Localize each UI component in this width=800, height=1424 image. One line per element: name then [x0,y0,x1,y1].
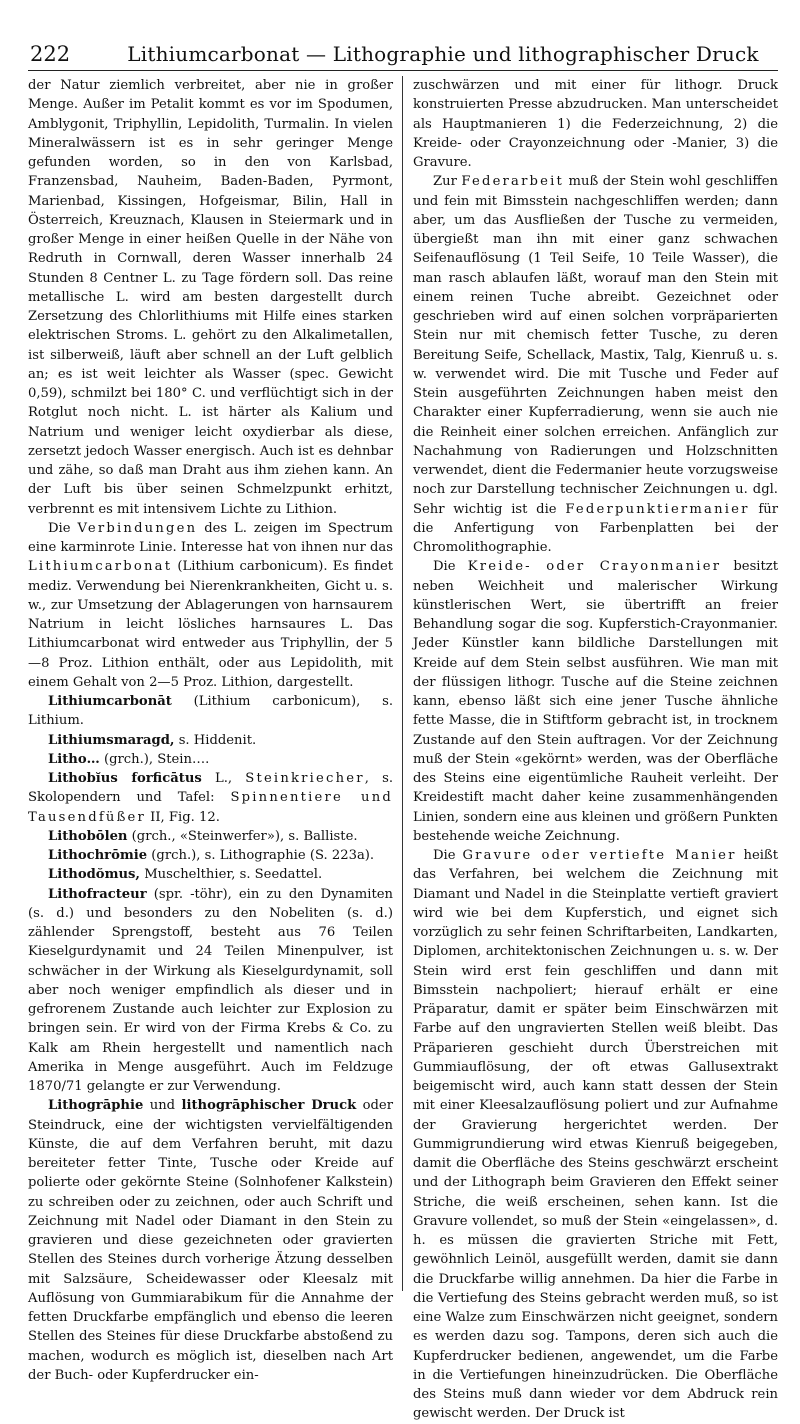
entry-headword: Lithogrāphie [48,1098,144,1114]
dictionary-entry [28,731,393,750]
dictionary-entry [28,769,393,827]
entry-headword: Lithobĭus forficātus [48,771,202,786]
spaced-term: Gravure oder vertiefte Manier [462,848,737,863]
text-run: (Lithium carbonicum), s. Lithium. [28,694,393,729]
text-run: Muschelthier, s. Seedattel. [140,867,323,883]
text-run: und [143,1098,182,1114]
text-run: (grch.), s. Lithographie (S. 223a). [147,848,375,863]
dictionary-entry [28,885,393,1097]
entry-headword: lithogrāphischer Druck [181,1098,357,1114]
entry-headword: Lithobōlen [48,828,128,844]
text-run: für die Anfertigung von Farbenplatten bei der Chromolithographie. [413,501,778,555]
spaced-term: Federarbeit [461,174,565,190]
text-run: (grch.), Stein…. [99,751,210,767]
text-run: (spr. -töhr), ein zu den Dynamiten (s. d.) und besonders zu den Nobeliten (s. d.) zählender Sprengstoff, besteht aus 76 Teilen Kieselgurdynamit und 24 Teilen Minenpulver, ist schwächer in der Wirkung als Kieselgurdynamit, soll aber noch weniger empfindlich als dieser und in gefrorenem Zustande auch leichter zur Explosion zu bringen sein. Er wird von der Firma Krebs & Co. zu Kalk am Rhein hergestellt und namentlich nach Amerika in Menge ausgeführt. Auch im Feldzuge 1870/71 gelangte er zur Verwendung. [28,886,393,1094]
paragraph [413,557,778,846]
paragraph [413,76,778,172]
entry-headword: Lithochrōmie [48,848,148,863]
dictionary-entry [28,750,393,769]
text-run: Die [48,520,78,536]
page-header [28,40,778,71]
entry-headword: Lithiumsmaragd, [48,732,175,748]
text-run: besitzt neben Weichheit und malerischer Wirkung künstlerischen Wert, sie übertrifft an freier Behandlung sogar die sog. Kupferstich-Crayonmanier. Jeder Künstler kann bildliche Darstellungen mit Kreide auf dem Stein selbst ausführen. Wie man mit der flüssigen lithogr. Tusche auf die Steine zeichnen kann, ebenso läßt sich eine jener Tusche ähnliche fette Masse, die in Stiftform gebracht ist, in trocknem Zustande auf den Stein auftragen. Vor der Zeichnung muß der Stein «gekörnt» werden, was der Oberfläche des Steins eine eigentümliche Rauheit verleiht. Der Kreidestift macht daher keine zusammenhängenden Linien, sondern eine aus kleinen und größern Punkten bestehende weiche Zeichnung. [413,559,778,844]
text-run: (grch., «Steinwerfer»), s. Balliste. [127,828,358,844]
text-columns [28,76,779,1422]
spaced-term: Federpunktiermanier [565,501,750,517]
text-run: s. Hiddenit. [174,732,257,748]
dictionary-entry [28,827,393,846]
dictionary-entry [28,1096,393,1385]
text-run: heißt das Verfahren, bei welchem die Zeichnung mit Diamant und Nadel in die Steinplatte vertieft graviert wird wie bei dem Kupferstich, und eignet sich vorzüglich zu sehr feinen Schriftarbeiten, Landkarten, Diplomen, architektonischen Zeichnungen u. s. w. Der Stein wird erst fein geschliffen und dann mit Bimsstein nachpoliert; hierauf erhält er eine Präparatur, damit er später beim Einschwärzen mit Farbe auf den ungravierten Stellen weiß bleibt. Das Präparieren geschieht durch Überstreichen mit Gummiauflösung, der oft etwas Gallusextrakt beigemischt wird, auch kann statt dessen der Stein mit einer Kleesalzauflösung poliert und zur Aufnahme der Gravierung hergerichtet werden. Der Gummigrundierung wird etwas Kienruß beigegeben, damit die Oberfläche des Steins geschwärzt erscheint und der Lithograph beim Gravieren den Effekt seiner Striche, die weiß erscheinen, sehen kann. Ist die Gravure vollendet, so muß der Stein «eingelassen», d. h. es müssen die gravierten Striche mit Fett, gewöhnlich Leinöl, ausgefüllt werden, damit sie dann die Druckfarbe willig annehmen. Da hier die Farbe in die Vertiefung des Steins gebracht werden muß, so ist eine Walze zum Einschwärzen nicht geeignet, sondern es werden dazu sog. Tampons, deren sich auch die Kupferdrucker bedienen, angewendet, um die Farbe in die Vertiefungen hineinzudrücken. Die Oberfläche des Steins muß dann wieder vor dem Abdruck rein gewischt werden. Der Druck ist [413,848,778,1422]
entry-headword: Lithiumcarbonāt [48,694,172,709]
spaced-term: Kreide- oder Crayonmanier [467,559,722,575]
paragraph [413,172,778,557]
left-column [28,76,403,1383]
spaced-term: Lithiumcarbonat [28,559,173,575]
text-run: zuschwärzen und mit einer für lithogr. Druck konstruierten Presse abzudrucken. Man unterscheidet als Hauptmanieren 1) die Federzeichnung, 2) die Kreide- oder Crayonzeichnung oder -Manier, 3) die Gravure. [413,78,778,170]
dictionary-entry [28,692,393,731]
spaced-term: Spinnentiere und Tausendfüßer [28,790,393,825]
text-run: der Natur ziemlich verbreitet, aber nie in großer Menge. Außer im Petalit kommt es vor im Spodumen, Amblygonit, Triphyllin, Lepidolith, Turmalin. In vielen Mineralwässern ist es in sehr geringer Menge gefunden worden, so in den von Karlsbad, Franzensbad, Nauheim, Baden-Baden, Pyrmont, Marienbad, Kissingen, Hofgeismar, Bilin, Hall in Österreich, Kreuznach, Klausen in Steiermark und in großer Menge in einer heißen Quelle in der Nähe von Redruth in Cornwall, deren Wasser innerhalb 24 Stunden 8 Centner L. zu Tage fördern soll. Das reine metallische L. wird am besten dargestellt durch Zersetzung des Chlorlithiums mit Hilfe eines starken elektrischen Stroms. L. gehört zu den Alkalimetallen, ist silberweiß, läuft aber schnell an der Luft gelblich an; es ist weit leichter als Wasser (spec. Gewicht 0,59), schmilzt bei 180° C. und verflüchtigt sich in der Rotglut noch nicht. L. ist härter als Kalium und Natrium und weniger leicht oxydierbar als diese, zersetzt jedoch Wasser energisch. Auch ist es dehnbar und zähe, so daß man Draht aus ihm ziehen kann. An der Luft bis über seinen Schmelzpunkt erhitzt, verbrennt es mit intensivem Lichte zu Lithion. [28,78,393,517]
paragraph [28,519,393,692]
text-run: des L. zeigen im Spectrum eine karminrote Linie. Interesse hat von ihnen nur das [28,520,393,555]
right-column [403,76,779,1422]
text-run: (Lithium carbonicum). Es findet mediz. Verwendung bei Nierenkrankheiten, Gicht u. s. w., zur Umsetzung der Ablagerungen von harnsaurem Natrium in leicht lösliches harnsaures L. Das Lithiumcarbonat wird entweder aus Triphyllin, der 5—8 Proz. Lithion enthält, oder aus Lepidolith, mit einem Gehalt von 2—5 Proz. Lithion, dargestellt. [28,559,393,690]
dictionary-entry [28,865,393,884]
entry-headword: Lithodŏmus, [48,867,141,883]
text-run: Die [433,848,463,863]
spaced-term: Verbindungen [77,520,198,536]
text-run: L., [201,771,246,786]
paragraph [28,76,393,519]
text-run: muß der Stein wohl geschliffen und fein mit Bimsstein nachgeschliffen werden; dann aber, um das Ausfließen der Tusche zu vermeiden, übergießt man ihn mit einer ganz schwachen Seifenauflösung (1 Teil Seife, 10 Teile Wasser), die man rasch ablaufen läßt, worauf man den Stein mit einem reinen Tuche abreibt. Gezeichnet oder geschrieben wird auf einen solchen vorpräparierten Stein nur mit chemisch fetter Tusche, zu deren Bereitung Seife, Schellack, Mastix, Talg, Kienruß u. s. w. verwendet wird. Die mit Tusche und Feder auf Stein ausgeführten Zeichnungen haben meist den Charakter einer Kupferradierung, wenn sie auch nie die Reinheit einer solchen erreichen. Anfänglich zur Nachahmung von Radierungen und Holzschnitten verwendet, dient die Federmanier heute vorzugsweise noch zur Darstellung technischer Zeichnungen u. dgl. Sehr wichtig ist die [413,174,779,517]
entry-headword: Litho… [48,751,100,767]
spaced-term: Steinkriecher [245,771,365,786]
text-run: Die [433,559,468,575]
entry-headword: Lithofracteur [48,886,147,902]
dictionary-entry [28,846,393,865]
paragraph [413,846,778,1424]
running-title: Lithiumcarbonat — Lithographie und lithographischer Druck [127,42,759,66]
page-number: 222 [30,42,71,66]
text-run: oder Steindruck, eine der wichtigsten vervielfältigenden Künste, die auf dem Verfahren beruht, mit dazu bereiteter fetter Tinte, Tusche oder Kreide auf polierte oder gekörnte Steine (Solnhofener Kalkstein) zu schreiben oder zu zeichnen, oder auch Schrift und Zeichnung mit Nadel oder Diamant in den Stein zu gravieren und diese gezeichneten oder gravierten Stellen des Steines durch vorherige Ätzung desselben mit Salzsäure, Scheidewasser oder Kleesalz mit Auflösung von Gummiarabikum für die Annahme der fetten Druckfarbe empfänglich und ebenso die leeren Stellen des Steines für diese Druckfarbe abstoßend zu machen, wodurch es möglich ist, dieselben nach Art der Buch- oder Kupferdrucker ein- [28,1098,393,1383]
text-run: Zur [433,174,462,190]
text-run: II, Fig. 12. [146,809,220,825]
text-run: , s. Skolopendern und Tafel: [28,771,393,806]
